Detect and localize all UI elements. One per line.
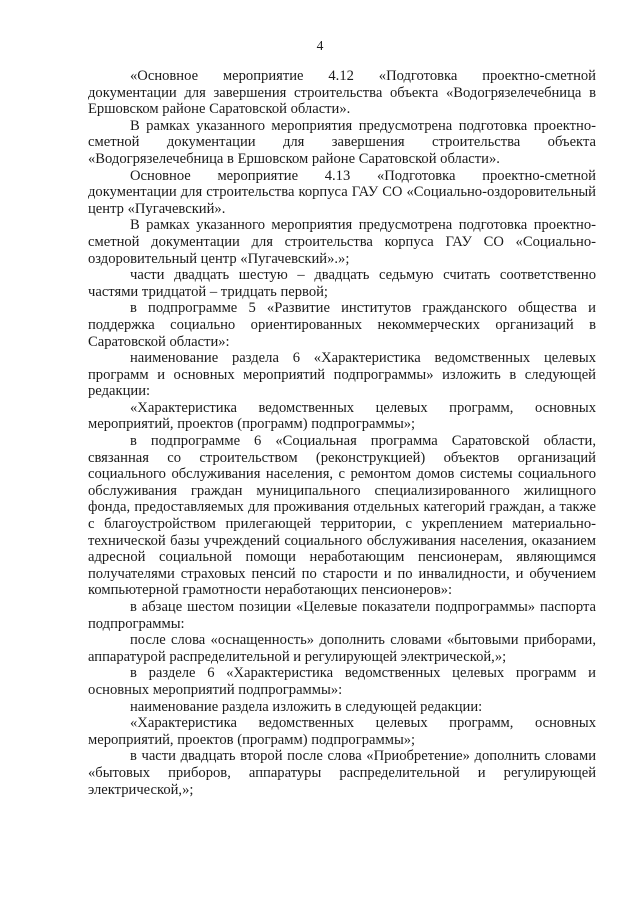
paragraph: Основное мероприятие 4.13 «Подготовка проектно-сметной документации для строительства корпуса ГАУ СО «Социально-оздоровительный центр «Пугачевский». bbox=[88, 167, 596, 217]
paragraph: после слова «оснащенность» дополнить словами «бытовыми приборами, аппаратурой распределительной и регулирующей электрической,»; bbox=[88, 632, 596, 665]
paragraph: в части двадцать второй после слова «Приобретение» дополнить словами «бытовых приборов, аппаратуры распределительной и регулирующей электрической,»; bbox=[88, 748, 596, 798]
paragraph: «Характеристика ведомственных целевых программ, основных мероприятий, проектов (программ) подпрограммы»; bbox=[88, 715, 596, 748]
page-number: 4 bbox=[316, 38, 324, 53]
paragraph: части двадцать шестую – двадцать седьмую считать соответственно частями тридцатой – тридцать первой; bbox=[88, 267, 596, 300]
paragraph: в подпрограмме 6 «Социальная программа Саратовской области, связанная со строительством (реконструкцией) объектов организаций социального обслуживания населения, с ремонтом домов системы социального обслуживания граждан муниципального специализированного жилищного фонда, предоставляемых для проживания отдельных категорий граждан, а также с благоустройством прилегающей территории, с укреплением материально-технической базы учреждений социального обслуживания населения, оказанием адресной социальной помощи неработающим пенсионерам, являющимся получателями страховых пенсий по старости и по инвалидности, и обучением компьютерной грамотности неработающих пенсионеров»: bbox=[88, 433, 596, 599]
paragraph: В рамках указанного мероприятия предусмотрена подготовка проектно-сметной документации для строительства корпуса ГАУ СО «Социально-оздоровительный центр «Пугачевский».»; bbox=[88, 217, 596, 267]
paragraph: В рамках указанного мероприятия предусмотрена подготовка проектно-сметной документации для завершения строительства объекта «Водогрязелечебница в Ершовском районе Саратовской области». bbox=[88, 117, 596, 167]
paragraph: «Основное мероприятие 4.12 «Подготовка проектно-сметной документации для завершения строительства объекта «Водогрязелечебница в Ершовском районе Саратовской области». bbox=[88, 68, 596, 118]
paragraph: в подпрограмме 5 «Развитие институтов гражданского общества и поддержка социально ориентированных некоммерческих организаций в Саратовской области»: bbox=[88, 300, 596, 350]
document-body bbox=[88, 68, 596, 798]
paragraph: в абзаце шестом позиции «Целевые показатели подпрограммы» паспорта подпрограммы: bbox=[88, 599, 596, 632]
paragraph: «Характеристика ведомственных целевых программ, основных мероприятий, проектов (программ) подпрограммы»; bbox=[88, 399, 596, 433]
paragraph: наименование раздела 6 «Характеристика ведомственных целевых программ и основных мероприятий подпрограммы» изложить в следующей редакции: bbox=[88, 350, 596, 400]
paragraph: в разделе 6 «Характеристика ведомственных целевых программ и основных мероприятий подпрограммы»: bbox=[88, 665, 596, 698]
paragraph: наименование раздела изложить в следующей редакции: bbox=[130, 698, 483, 715]
